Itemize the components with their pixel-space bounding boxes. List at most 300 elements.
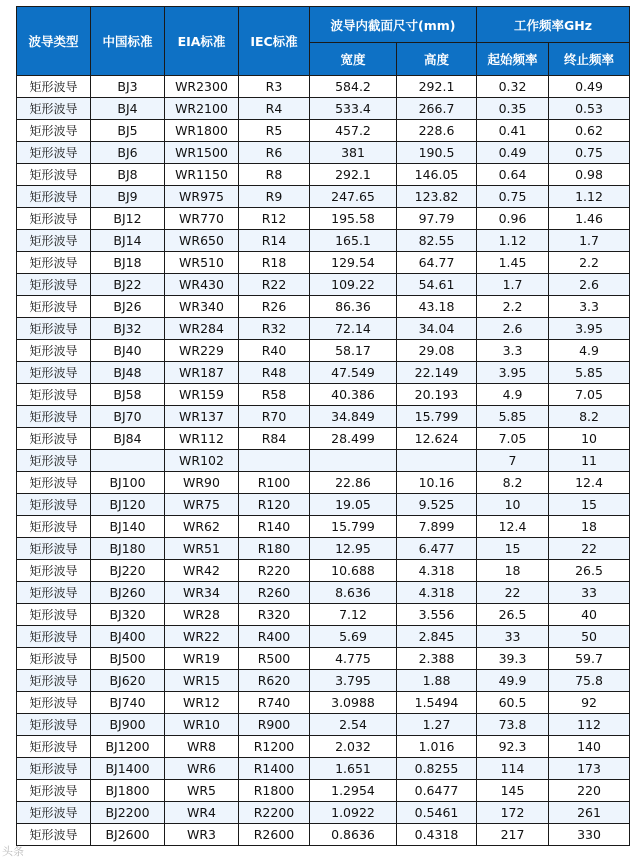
cell-start-frequency: 1.12 xyxy=(477,230,549,252)
cell-height: 20.193 xyxy=(397,384,477,406)
cell-width: 381 xyxy=(310,142,397,164)
table-row xyxy=(17,164,630,186)
cell-stop-frequency: 0.53 xyxy=(549,98,630,120)
cell-stop-frequency: 0.75 xyxy=(549,142,630,164)
table-row xyxy=(17,296,630,318)
cell-stop-frequency: 50 xyxy=(549,626,630,648)
cell-china-standard: BJ900 xyxy=(91,714,165,736)
cell-stop-frequency: 18 xyxy=(549,516,630,538)
cell-eia-standard: WR75 xyxy=(165,494,239,516)
header-height: 高度 xyxy=(397,43,477,76)
cell-type: 矩形波导 xyxy=(17,230,91,252)
cell-eia-standard: WR19 xyxy=(165,648,239,670)
cell-height: 190.5 xyxy=(397,142,477,164)
cell-china-standard: BJ48 xyxy=(91,362,165,384)
cell-type: 矩形波导 xyxy=(17,296,91,318)
table-row xyxy=(17,604,630,626)
cell-china-standard: BJ40 xyxy=(91,340,165,362)
header-start-frequency: 起始频率 xyxy=(477,43,549,76)
cell-type: 矩形波导 xyxy=(17,538,91,560)
cell-type: 矩形波导 xyxy=(17,428,91,450)
cell-start-frequency: 39.3 xyxy=(477,648,549,670)
cell-height: 228.6 xyxy=(397,120,477,142)
cell-china-standard: BJ58 xyxy=(91,384,165,406)
cell-type: 矩形波导 xyxy=(17,626,91,648)
cell-eia-standard: WR284 xyxy=(165,318,239,340)
cell-width: 2.032 xyxy=(310,736,397,758)
cell-stop-frequency: 33 xyxy=(549,582,630,604)
cell-stop-frequency: 0.49 xyxy=(549,76,630,98)
cell-eia-standard: WR42 xyxy=(165,560,239,582)
table-row xyxy=(17,428,630,450)
cell-china-standard: BJ2600 xyxy=(91,824,165,846)
header-width: 宽度 xyxy=(310,43,397,76)
cell-eia-standard: WR1500 xyxy=(165,142,239,164)
header-frequency-group: 工作频率GHz xyxy=(477,7,630,43)
cell-start-frequency: 3.3 xyxy=(477,340,549,362)
cell-stop-frequency: 5.85 xyxy=(549,362,630,384)
table-row xyxy=(17,362,630,384)
cell-eia-standard: WR90 xyxy=(165,472,239,494)
cell-height: 3.556 xyxy=(397,604,477,626)
table-row xyxy=(17,582,630,604)
cell-eia-standard: WR770 xyxy=(165,208,239,230)
cell-height: 9.525 xyxy=(397,494,477,516)
cell-start-frequency: 3.95 xyxy=(477,362,549,384)
table-row xyxy=(17,560,630,582)
cell-eia-standard: WR34 xyxy=(165,582,239,604)
cell-width: 8.636 xyxy=(310,582,397,604)
cell-stop-frequency: 15 xyxy=(549,494,630,516)
cell-height: 6.477 xyxy=(397,538,477,560)
cell-china-standard: BJ140 xyxy=(91,516,165,538)
cell-start-frequency: 49.9 xyxy=(477,670,549,692)
cell-eia-standard: WR1150 xyxy=(165,164,239,186)
table-row xyxy=(17,670,630,692)
cell-type: 矩形波导 xyxy=(17,736,91,758)
cell-iec-standard: R8 xyxy=(239,164,310,186)
cell-china-standard: BJ14 xyxy=(91,230,165,252)
table-row xyxy=(17,538,630,560)
cell-start-frequency: 217 xyxy=(477,824,549,846)
cell-iec-standard: R12 xyxy=(239,208,310,230)
watermark: 头条 xyxy=(2,845,24,858)
cell-iec-standard: R1800 xyxy=(239,780,310,802)
cell-type: 矩形波导 xyxy=(17,252,91,274)
cell-eia-standard: WR340 xyxy=(165,296,239,318)
cell-type: 矩形波导 xyxy=(17,692,91,714)
cell-start-frequency: 73.8 xyxy=(477,714,549,736)
cell-type: 矩形波导 xyxy=(17,362,91,384)
cell-type: 矩形波导 xyxy=(17,76,91,98)
cell-eia-standard: WR51 xyxy=(165,538,239,560)
cell-stop-frequency: 8.2 xyxy=(549,406,630,428)
cell-china-standard: BJ1400 xyxy=(91,758,165,780)
cell-eia-standard: WR62 xyxy=(165,516,239,538)
cell-start-frequency: 114 xyxy=(477,758,549,780)
cell-type: 矩形波导 xyxy=(17,472,91,494)
table-row xyxy=(17,76,630,98)
cell-start-frequency: 0.41 xyxy=(477,120,549,142)
cell-iec-standard: R2600 xyxy=(239,824,310,846)
cell-width: 34.849 xyxy=(310,406,397,428)
cell-height: 123.82 xyxy=(397,186,477,208)
cell-start-frequency: 1.7 xyxy=(477,274,549,296)
cell-type: 矩形波导 xyxy=(17,758,91,780)
table-row xyxy=(17,494,630,516)
cell-height: 1.88 xyxy=(397,670,477,692)
cell-start-frequency: 7 xyxy=(477,450,549,472)
table-row xyxy=(17,802,630,824)
cell-iec-standard: R500 xyxy=(239,648,310,670)
cell-stop-frequency: 173 xyxy=(549,758,630,780)
cell-iec-standard: R48 xyxy=(239,362,310,384)
cell-height: 4.318 xyxy=(397,582,477,604)
cell-start-frequency: 15 xyxy=(477,538,549,560)
header-eia-standard: EIA标准 xyxy=(165,7,239,76)
cell-width: 165.1 xyxy=(310,230,397,252)
cell-china-standard: BJ9 xyxy=(91,186,165,208)
table-row xyxy=(17,758,630,780)
cell-stop-frequency: 330 xyxy=(549,824,630,846)
table-row xyxy=(17,274,630,296)
cell-iec-standard: R260 xyxy=(239,582,310,604)
table-row xyxy=(17,120,630,142)
cell-stop-frequency: 92 xyxy=(549,692,630,714)
cell-stop-frequency: 140 xyxy=(549,736,630,758)
cell-width: 109.22 xyxy=(310,274,397,296)
cell-china-standard: BJ500 xyxy=(91,648,165,670)
cell-stop-frequency: 12.4 xyxy=(549,472,630,494)
cell-height: 2.845 xyxy=(397,626,477,648)
cell-china-standard: BJ1200 xyxy=(91,736,165,758)
cell-iec-standard: R320 xyxy=(239,604,310,626)
cell-start-frequency: 60.5 xyxy=(477,692,549,714)
cell-height: 34.04 xyxy=(397,318,477,340)
table-row xyxy=(17,142,630,164)
table-body xyxy=(17,76,630,846)
cell-width: 19.05 xyxy=(310,494,397,516)
cell-type: 矩形波导 xyxy=(17,274,91,296)
cell-height: 1.016 xyxy=(397,736,477,758)
cell-iec-standard: R4 xyxy=(239,98,310,120)
cell-start-frequency: 22 xyxy=(477,582,549,604)
header-stop-frequency: 终止频率 xyxy=(549,43,630,76)
cell-start-frequency: 0.49 xyxy=(477,142,549,164)
cell-stop-frequency: 1.7 xyxy=(549,230,630,252)
cell-iec-standard: R5 xyxy=(239,120,310,142)
cell-eia-standard: WR3 xyxy=(165,824,239,846)
cell-eia-standard: WR10 xyxy=(165,714,239,736)
cell-eia-standard: WR112 xyxy=(165,428,239,450)
cell-iec-standard: R740 xyxy=(239,692,310,714)
cell-start-frequency: 0.35 xyxy=(477,98,549,120)
cell-eia-standard: WR2100 xyxy=(165,98,239,120)
cell-stop-frequency: 4.9 xyxy=(549,340,630,362)
cell-eia-standard: WR4 xyxy=(165,802,239,824)
cell-start-frequency: 2.6 xyxy=(477,318,549,340)
cell-china-standard: BJ4 xyxy=(91,98,165,120)
cell-height: 97.79 xyxy=(397,208,477,230)
cell-iec-standard: R1200 xyxy=(239,736,310,758)
cell-china-standard: BJ740 xyxy=(91,692,165,714)
cell-eia-standard: WR975 xyxy=(165,186,239,208)
cell-height: 4.318 xyxy=(397,560,477,582)
cell-height: 29.08 xyxy=(397,340,477,362)
cell-type: 矩形波导 xyxy=(17,186,91,208)
cell-china-standard: BJ18 xyxy=(91,252,165,274)
cell-type: 矩形波导 xyxy=(17,516,91,538)
cell-width: 7.12 xyxy=(310,604,397,626)
cell-start-frequency: 33 xyxy=(477,626,549,648)
cell-width xyxy=(310,450,397,472)
cell-china-standard: BJ180 xyxy=(91,538,165,560)
cell-type: 矩形波导 xyxy=(17,670,91,692)
cell-type: 矩形波导 xyxy=(17,494,91,516)
cell-height: 0.4318 xyxy=(397,824,477,846)
cell-type: 矩形波导 xyxy=(17,406,91,428)
cell-iec-standard: R120 xyxy=(239,494,310,516)
cell-stop-frequency: 112 xyxy=(549,714,630,736)
cell-stop-frequency: 3.3 xyxy=(549,296,630,318)
cell-stop-frequency: 2.6 xyxy=(549,274,630,296)
cell-iec-standard: R1400 xyxy=(239,758,310,780)
cell-start-frequency: 5.85 xyxy=(477,406,549,428)
cell-type: 矩形波导 xyxy=(17,802,91,824)
cell-china-standard: BJ400 xyxy=(91,626,165,648)
cell-width: 247.65 xyxy=(310,186,397,208)
cell-eia-standard: WR1800 xyxy=(165,120,239,142)
cell-eia-standard: WR2300 xyxy=(165,76,239,98)
table-row xyxy=(17,714,630,736)
table-row xyxy=(17,692,630,714)
cell-eia-standard: WR650 xyxy=(165,230,239,252)
cell-height: 7.899 xyxy=(397,516,477,538)
cell-iec-standard: R26 xyxy=(239,296,310,318)
cell-type: 矩形波导 xyxy=(17,560,91,582)
cell-type: 矩形波导 xyxy=(17,384,91,406)
table-header xyxy=(17,7,630,76)
table-row xyxy=(17,450,630,472)
table-row xyxy=(17,98,630,120)
cell-iec-standard: R140 xyxy=(239,516,310,538)
cell-width: 4.775 xyxy=(310,648,397,670)
cell-height: 82.55 xyxy=(397,230,477,252)
cell-type: 矩形波导 xyxy=(17,98,91,120)
cell-eia-standard: WR137 xyxy=(165,406,239,428)
cell-type: 矩形波导 xyxy=(17,648,91,670)
cell-height: 43.18 xyxy=(397,296,477,318)
cell-start-frequency: 8.2 xyxy=(477,472,549,494)
cell-stop-frequency: 11 xyxy=(549,450,630,472)
table-row xyxy=(17,780,630,802)
waveguide-spec-table xyxy=(16,6,630,846)
cell-eia-standard: WR12 xyxy=(165,692,239,714)
cell-china-standard: BJ12 xyxy=(91,208,165,230)
cell-iec-standard: R84 xyxy=(239,428,310,450)
cell-width: 533.4 xyxy=(310,98,397,120)
cell-iec-standard: R18 xyxy=(239,252,310,274)
cell-type: 矩形波导 xyxy=(17,208,91,230)
cell-iec-standard: R620 xyxy=(239,670,310,692)
cell-type: 矩形波导 xyxy=(17,340,91,362)
header-type: 波导类型 xyxy=(17,7,91,76)
table-row xyxy=(17,230,630,252)
cell-height: 12.624 xyxy=(397,428,477,450)
cell-iec-standard xyxy=(239,450,310,472)
table-row xyxy=(17,736,630,758)
cell-china-standard: BJ1800 xyxy=(91,780,165,802)
cell-height: 0.8255 xyxy=(397,758,477,780)
cell-start-frequency: 145 xyxy=(477,780,549,802)
cell-height: 146.05 xyxy=(397,164,477,186)
cell-width: 15.799 xyxy=(310,516,397,538)
cell-china-standard: BJ84 xyxy=(91,428,165,450)
cell-china-standard: BJ26 xyxy=(91,296,165,318)
cell-iec-standard: R100 xyxy=(239,472,310,494)
cell-height: 0.5461 xyxy=(397,802,477,824)
table-row xyxy=(17,516,630,538)
header-china-standard: 中国标准 xyxy=(91,7,165,76)
cell-start-frequency: 0.96 xyxy=(477,208,549,230)
cell-start-frequency: 2.2 xyxy=(477,296,549,318)
cell-width: 129.54 xyxy=(310,252,397,274)
cell-start-frequency: 1.45 xyxy=(477,252,549,274)
cell-china-standard: BJ5 xyxy=(91,120,165,142)
cell-width: 584.2 xyxy=(310,76,397,98)
cell-stop-frequency: 220 xyxy=(549,780,630,802)
cell-iec-standard: R400 xyxy=(239,626,310,648)
cell-china-standard: BJ320 xyxy=(91,604,165,626)
cell-china-standard xyxy=(91,450,165,472)
cell-start-frequency: 12.4 xyxy=(477,516,549,538)
table-row xyxy=(17,384,630,406)
cell-eia-standard: WR5 xyxy=(165,780,239,802)
cell-start-frequency: 10 xyxy=(477,494,549,516)
cell-type: 矩形波导 xyxy=(17,604,91,626)
cell-eia-standard: WR6 xyxy=(165,758,239,780)
cell-width: 0.8636 xyxy=(310,824,397,846)
cell-iec-standard: R9 xyxy=(239,186,310,208)
cell-type: 矩形波导 xyxy=(17,450,91,472)
cell-eia-standard: WR430 xyxy=(165,274,239,296)
cell-china-standard: BJ32 xyxy=(91,318,165,340)
cell-type: 矩形波导 xyxy=(17,824,91,846)
cell-height: 1.5494 xyxy=(397,692,477,714)
cell-height xyxy=(397,450,477,472)
cell-iec-standard: R6 xyxy=(239,142,310,164)
cell-china-standard: BJ6 xyxy=(91,142,165,164)
cell-width: 28.499 xyxy=(310,428,397,450)
cell-iec-standard: R220 xyxy=(239,560,310,582)
table-row xyxy=(17,626,630,648)
cell-eia-standard: WR28 xyxy=(165,604,239,626)
cell-eia-standard: WR159 xyxy=(165,384,239,406)
cell-iec-standard: R32 xyxy=(239,318,310,340)
cell-start-frequency: 7.05 xyxy=(477,428,549,450)
cell-iec-standard: R58 xyxy=(239,384,310,406)
cell-width: 2.54 xyxy=(310,714,397,736)
cell-width: 72.14 xyxy=(310,318,397,340)
cell-china-standard: BJ3 xyxy=(91,76,165,98)
cell-china-standard: BJ120 xyxy=(91,494,165,516)
cell-iec-standard: R14 xyxy=(239,230,310,252)
cell-type: 矩形波导 xyxy=(17,142,91,164)
cell-stop-frequency: 261 xyxy=(549,802,630,824)
table-row xyxy=(17,472,630,494)
cell-type: 矩形波导 xyxy=(17,714,91,736)
cell-eia-standard: WR510 xyxy=(165,252,239,274)
cell-iec-standard: R40 xyxy=(239,340,310,362)
table-row xyxy=(17,648,630,670)
table-row xyxy=(17,340,630,362)
cell-eia-standard: WR229 xyxy=(165,340,239,362)
cell-height: 2.388 xyxy=(397,648,477,670)
cell-stop-frequency: 26.5 xyxy=(549,560,630,582)
table-row xyxy=(17,186,630,208)
cell-stop-frequency: 1.46 xyxy=(549,208,630,230)
cell-stop-frequency: 0.62 xyxy=(549,120,630,142)
cell-height: 64.77 xyxy=(397,252,477,274)
cell-height: 15.799 xyxy=(397,406,477,428)
cell-stop-frequency: 59.7 xyxy=(549,648,630,670)
cell-stop-frequency: 22 xyxy=(549,538,630,560)
cell-width: 457.2 xyxy=(310,120,397,142)
cell-stop-frequency: 1.12 xyxy=(549,186,630,208)
cell-start-frequency: 18 xyxy=(477,560,549,582)
cell-iec-standard: R2200 xyxy=(239,802,310,824)
cell-type: 矩形波导 xyxy=(17,780,91,802)
cell-type: 矩形波导 xyxy=(17,582,91,604)
cell-width: 47.549 xyxy=(310,362,397,384)
cell-type: 矩形波导 xyxy=(17,318,91,340)
cell-china-standard: BJ70 xyxy=(91,406,165,428)
cell-china-standard: BJ620 xyxy=(91,670,165,692)
cell-height: 1.27 xyxy=(397,714,477,736)
cell-start-frequency: 4.9 xyxy=(477,384,549,406)
cell-start-frequency: 0.32 xyxy=(477,76,549,98)
table-row xyxy=(17,252,630,274)
cell-width: 12.95 xyxy=(310,538,397,560)
table-row xyxy=(17,824,630,846)
cell-height: 266.7 xyxy=(397,98,477,120)
cell-stop-frequency: 75.8 xyxy=(549,670,630,692)
cell-start-frequency: 0.75 xyxy=(477,186,549,208)
cell-china-standard: BJ22 xyxy=(91,274,165,296)
cell-width: 5.69 xyxy=(310,626,397,648)
cell-start-frequency: 172 xyxy=(477,802,549,824)
cell-width: 3.795 xyxy=(310,670,397,692)
cell-height: 292.1 xyxy=(397,76,477,98)
cell-width: 195.58 xyxy=(310,208,397,230)
cell-eia-standard: WR15 xyxy=(165,670,239,692)
cell-iec-standard: R3 xyxy=(239,76,310,98)
cell-width: 1.651 xyxy=(310,758,397,780)
cell-iec-standard: R900 xyxy=(239,714,310,736)
cell-width: 86.36 xyxy=(310,296,397,318)
cell-stop-frequency: 40 xyxy=(549,604,630,626)
cell-width: 10.688 xyxy=(310,560,397,582)
table-row xyxy=(17,318,630,340)
cell-type: 矩形波导 xyxy=(17,120,91,142)
table-row xyxy=(17,208,630,230)
cell-width: 22.86 xyxy=(310,472,397,494)
cell-stop-frequency: 10 xyxy=(549,428,630,450)
cell-eia-standard: WR102 xyxy=(165,450,239,472)
cell-height: 54.61 xyxy=(397,274,477,296)
cell-eia-standard: WR22 xyxy=(165,626,239,648)
cell-china-standard: BJ260 xyxy=(91,582,165,604)
